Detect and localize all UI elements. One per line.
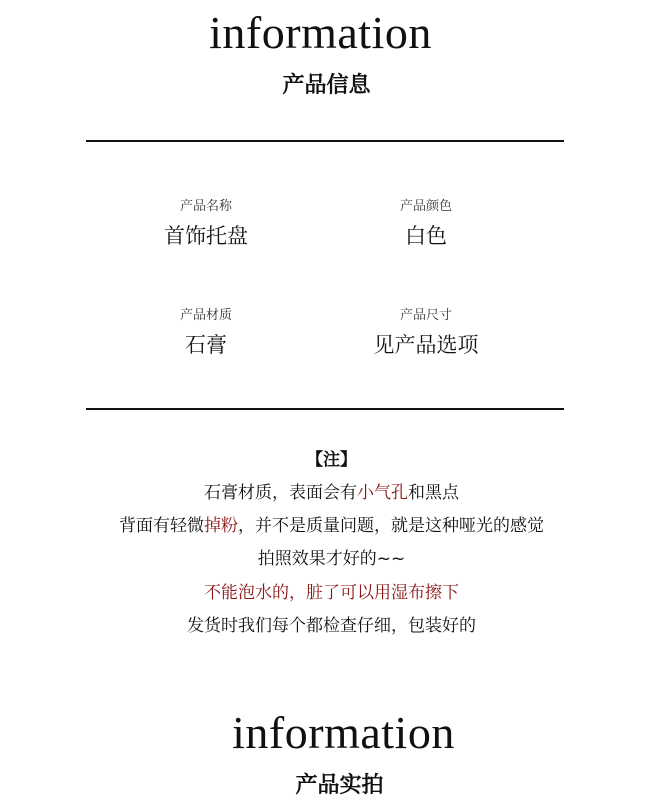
photos-title-en: information bbox=[232, 707, 455, 758]
note-line-2-highlight: 掉粉 bbox=[204, 516, 238, 536]
spec-color-value: 白色 bbox=[405, 224, 447, 248]
spec-color bbox=[326, 200, 526, 247]
note-line-5: 发货时我们每个都检查仔细，包装好的 bbox=[187, 616, 476, 636]
divider-bottom bbox=[86, 408, 564, 410]
spec-size-value: 见产品选项 bbox=[373, 333, 479, 357]
note-line-2-a: 背面有轻微 bbox=[119, 516, 204, 536]
note-line-2 bbox=[0, 518, 663, 535]
spec-size-label: 产品尺寸 bbox=[399, 308, 452, 323]
note-line-1-highlight: 小气孔 bbox=[357, 483, 408, 503]
spec-size bbox=[326, 309, 526, 356]
spec-color-label: 产品颜色 bbox=[399, 199, 452, 214]
note-line-2-c: ，并不是质量问题，就是这种哑光的感觉 bbox=[238, 516, 544, 536]
note-line-1-c: 和黑点 bbox=[408, 483, 459, 503]
spec-material bbox=[106, 309, 306, 356]
info-title-cn: 产品信息 bbox=[282, 73, 371, 98]
spec-material-value: 石膏 bbox=[185, 333, 227, 357]
divider-top bbox=[86, 140, 564, 142]
note-line-1 bbox=[0, 485, 663, 502]
photos-title-cn: 产品实拍 bbox=[295, 773, 384, 798]
note-line-4-warning: 不能泡水的，脏了可以用湿布擦下 bbox=[204, 583, 459, 603]
spec-name bbox=[106, 200, 306, 247]
spec-name-label: 产品名称 bbox=[179, 199, 232, 214]
spec-material-label: 产品材质 bbox=[179, 308, 232, 323]
note-line-3: 拍照效果才好的~~ bbox=[257, 549, 406, 569]
spec-name-value: 首饰托盘 bbox=[164, 224, 248, 248]
note-line-1-a: 石膏材质，表面会有 bbox=[204, 483, 357, 503]
info-title-en: information bbox=[209, 7, 432, 58]
note-heading: 【注】 bbox=[306, 450, 357, 470]
